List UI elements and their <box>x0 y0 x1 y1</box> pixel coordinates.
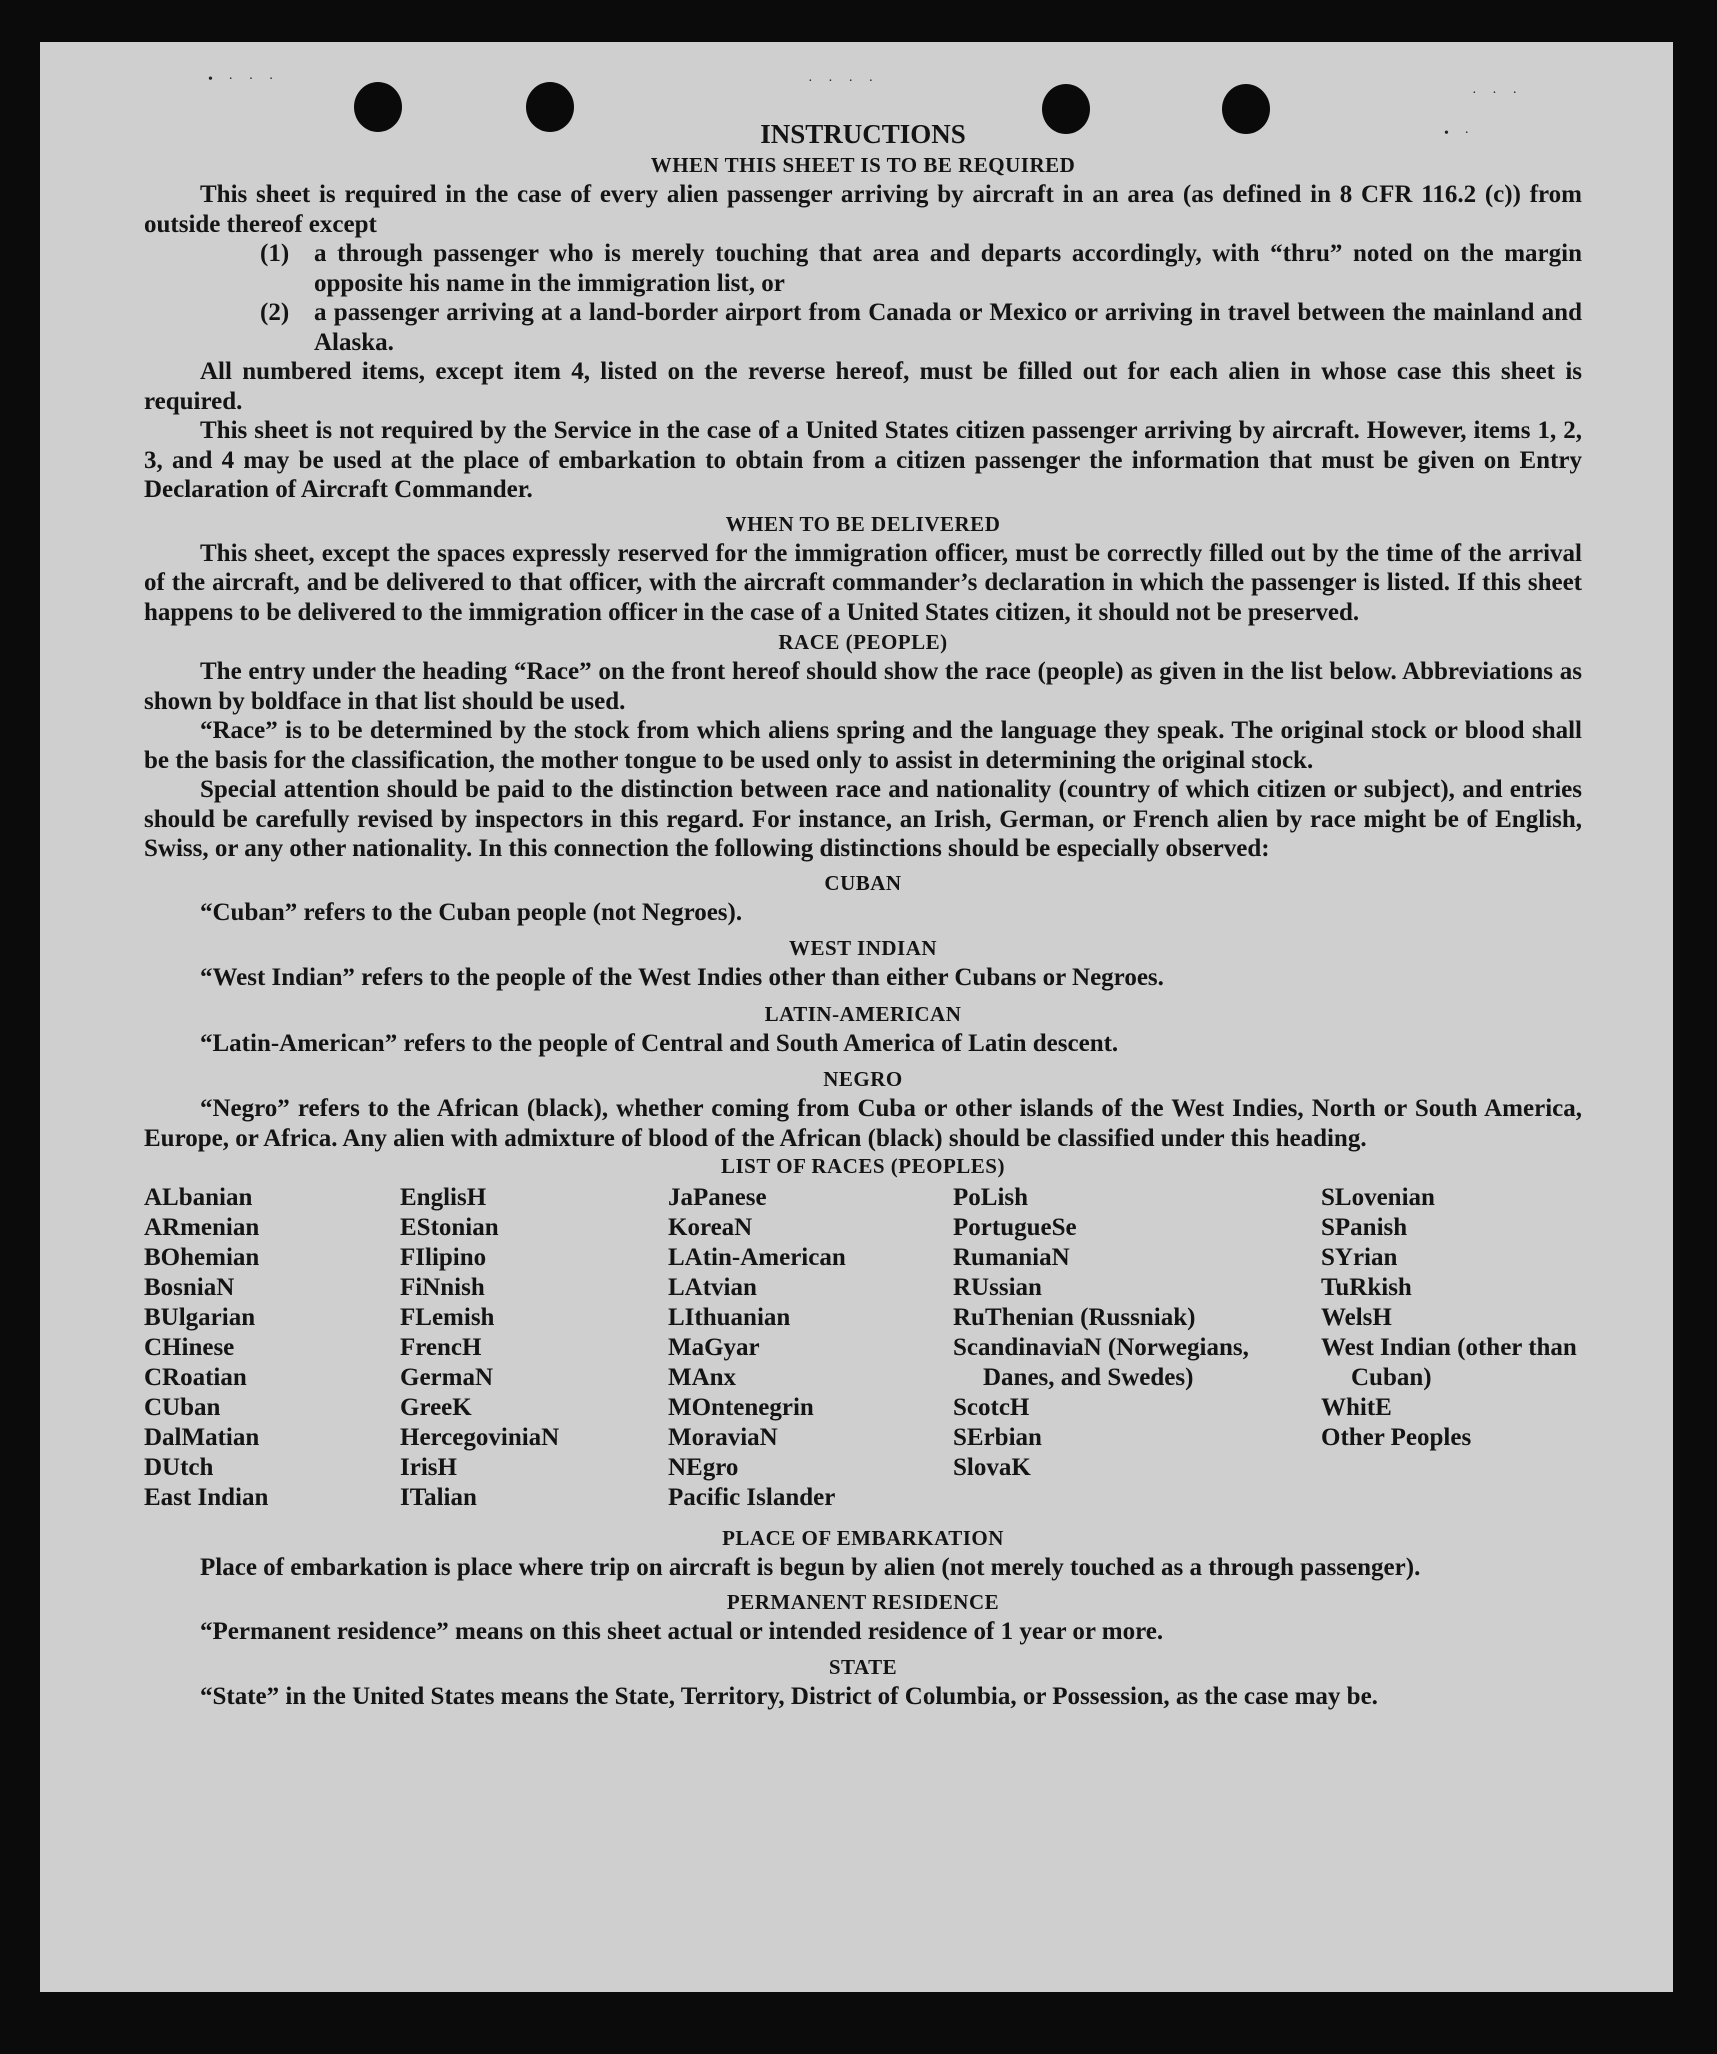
race-entry: CUban <box>144 1394 221 1421</box>
section-heading-when-delivered: WHEN TO BE DELIVERED <box>725 511 1001 536</box>
spacer <box>144 1513 1582 1519</box>
paragraph-residence: “Permanent residence” means on this sheet actual or intended residence of 1 year or more. <box>200 1617 1164 1645</box>
race-entry: TuRkish <box>1321 1274 1412 1301</box>
race-entry: IrisH <box>400 1454 457 1481</box>
race-entry: PoLish <box>953 1184 1029 1211</box>
section-heading-races-list: LIST OF RACES (PEOPLES) <box>721 1154 1005 1178</box>
paragraph-required-intro: This sheet is required in the case of every alien passenger arriving by aircraft in an area (as defined in 8 CFR 116.2 (c)) from outside thereof except <box>144 181 1582 238</box>
race-entry: CRoatian <box>144 1364 247 1391</box>
race-entry: PortugueSe <box>953 1214 1077 1241</box>
race-entry: RumaniaN <box>953 1244 1070 1271</box>
section-heading-state: STATE <box>828 1655 898 1679</box>
page-title: INSTRUCTIONS <box>760 119 966 149</box>
races-column-1 <box>144 1183 400 1513</box>
race-entry: West Indian (other than Cuban) <box>1321 1334 1577 1391</box>
race-entry: BOhemian <box>144 1244 260 1271</box>
race-entry: HercegoviniaN <box>400 1424 560 1451</box>
race-entry: GermaN <box>400 1364 494 1391</box>
race-entry: LIthuanian <box>668 1304 791 1331</box>
race-entry: SLovenian <box>1321 1184 1435 1211</box>
section-heading-residence: PERMANENT RESIDENCE <box>726 1589 1000 1614</box>
races-column-5 <box>1321 1183 1582 1513</box>
race-entry: FIlipino <box>400 1244 487 1271</box>
section-heading-embarkation: PLACE OF EMBARKATION <box>722 1526 1004 1550</box>
exception-item <box>260 239 1582 298</box>
paragraph-numbered-items: All numbered items, except item 4, listed on the reverse hereof, must be filled out for each alien in whose case this sheet is required. <box>144 358 1582 415</box>
race-entry: DUtch <box>144 1454 214 1481</box>
definition-latin-american: “Latin-American” refers to the people of Central and South America of Latin descent. <box>200 1029 1119 1057</box>
exception-number: (2) <box>260 299 290 326</box>
instructions-body <box>144 118 1582 1712</box>
race-entry: ITalian <box>400 1484 477 1511</box>
race-entry: CHinese <box>144 1334 235 1361</box>
race-entry: MAnx <box>668 1364 737 1391</box>
race-entry: LAtvian <box>668 1274 757 1301</box>
paragraph-state: “State” in the United States means the State, Territory, District of Columbia, or Possession, as the case may be. <box>200 1683 1378 1710</box>
section-heading-race: RACE (PEOPLE) <box>778 630 948 654</box>
race-entry: JaPanese <box>668 1184 767 1211</box>
race-entry: East Indian <box>144 1484 269 1511</box>
paragraph-delivery: This sheet, except the spaces expressly reserved for the immigration officer, must be correctly filled out by the time of the arrival of the aircraft, and be delivered to that officer, with the aircraft commander’s declaration in which the passenger is listed. If this sheet happens to be delivered to the immigration officer in the case of a United States citizen, it should not be preserved. <box>144 539 1582 626</box>
race-entry: SErbian <box>953 1424 1042 1451</box>
race-entry: Other Peoples <box>1321 1424 1472 1451</box>
definition-heading-west-indian: WEST INDIAN <box>788 936 938 960</box>
definition-heading-negro: NEGRO <box>823 1067 903 1091</box>
races-column-2 <box>400 1183 668 1513</box>
race-entry: GreeK <box>400 1394 472 1421</box>
race-entry: SlovaK <box>953 1454 1031 1481</box>
race-entry: SPanish <box>1321 1214 1408 1241</box>
exception-text: a passenger arriving at a land-border airport from Canada or Mexico or arriving in travel between the mainland and Alaska. <box>314 299 1582 356</box>
paragraph-race-1: The entry under the heading “Race” on the front hereof should show the race (people) as given in the list below. Abbreviations as shown by boldface in that list should be used. <box>144 658 1582 715</box>
race-entry: FLemish <box>400 1304 495 1331</box>
races-column-4 <box>953 1183 1321 1513</box>
race-entry: RUssian <box>953 1274 1042 1301</box>
definition-negro: “Negro” refers to the African (black), whether coming from Cuba or other islands of the West Indies, North or South America, Europe, or Africa. Any alien with admixture of blood of the African (black) should be classified under this heading. <box>144 1095 1582 1152</box>
race-entry: KoreaN <box>668 1214 753 1241</box>
exception-number: (1) <box>260 240 290 267</box>
paragraph-citizen: This sheet is not required by the Service in the case of a United States citizen passenger arriving by aircraft. However, items 1, 2, 3, and 4 may be used at the place of embarkation to obtain from a citizen passenger the information that must be given on Entry Declaration of Aircraft Commander. <box>144 417 1582 503</box>
race-entry: NEgro <box>668 1454 739 1481</box>
race-entry: ScandinaviaN (Norwegians, Danes, and Swedes) <box>953 1334 1249 1391</box>
race-entry: ScotcH <box>953 1394 1030 1421</box>
race-entry: FrencH <box>400 1334 482 1361</box>
paragraph-race-3: Special attention should be paid to the distinction between race and nationality (country of which citizen or subject), and entries should be carefully revised by inspectors in this regard. For instance, an Irish, German, or French alien by race might be of English, Swiss, or any other nationality. In this connection the following distinctions should be especially observed: <box>144 776 1582 862</box>
race-entry: EnglisH <box>400 1184 487 1211</box>
exception-item <box>260 298 1582 357</box>
race-entry: DalMatian <box>144 1424 260 1451</box>
definition-heading-latin-american: LATIN-AMERICAN <box>764 1001 962 1026</box>
registration-mark: · · · <box>1472 86 1523 101</box>
registration-mark: · · · · <box>808 74 880 89</box>
definition-west-indian: “West Indian” refers to the people of the West Indies other than either Cubans or Negroes. <box>200 964 1164 991</box>
race-entry: ALbanian <box>144 1184 253 1211</box>
race-entry: LAtin-American <box>668 1244 846 1271</box>
race-entry: WhitE <box>1321 1394 1392 1421</box>
race-entry: SYrian <box>1321 1244 1398 1271</box>
race-entry: MaGyar <box>668 1334 760 1361</box>
race-entry: BosniaN <box>144 1274 235 1301</box>
paragraph-embarkation: Place of embarkation is place where trip on aircraft is begun by alien (not merely touched as a through passenger). <box>200 1554 1421 1581</box>
race-entry: MOntenegrin <box>668 1394 814 1421</box>
race-entry: RuThenian (Russniak) <box>953 1304 1196 1331</box>
section-heading-when-required: WHEN THIS SHEET IS TO BE REQUIRED <box>650 153 1076 177</box>
races-list <box>144 1183 1582 1513</box>
races-column-3 <box>668 1183 953 1513</box>
paragraph-race-2: “Race” is to be determined by the stock from which aliens spring and the language they speak. The original stock or blood shall be the basis for the classification, the mother tongue to be used only to assist in determining the original stock. <box>144 717 1582 774</box>
definition-cuban: “Cuban” refers to the Cuban people (not Negroes). <box>200 898 743 926</box>
race-entry: MoraviaN <box>668 1424 778 1451</box>
race-entry: EStonian <box>400 1214 499 1241</box>
race-entry: BUlgarian <box>144 1304 256 1331</box>
race-entry: Pacific Islander <box>668 1484 836 1511</box>
definition-heading-cuban: CUBAN <box>824 870 902 895</box>
document-sheet <box>40 42 1673 1992</box>
exception-text: a through passenger who is merely touching that area and departs accordingly, with “thru” noted on the margin opposite his name in the immigration list, or <box>314 240 1582 297</box>
race-entry: WelsH <box>1321 1304 1392 1331</box>
registration-mark: • · <box>1444 126 1476 141</box>
race-entry: ARmenian <box>144 1214 260 1241</box>
registration-mark: • · · · <box>208 72 280 87</box>
race-entry: FiNnish <box>400 1274 485 1301</box>
